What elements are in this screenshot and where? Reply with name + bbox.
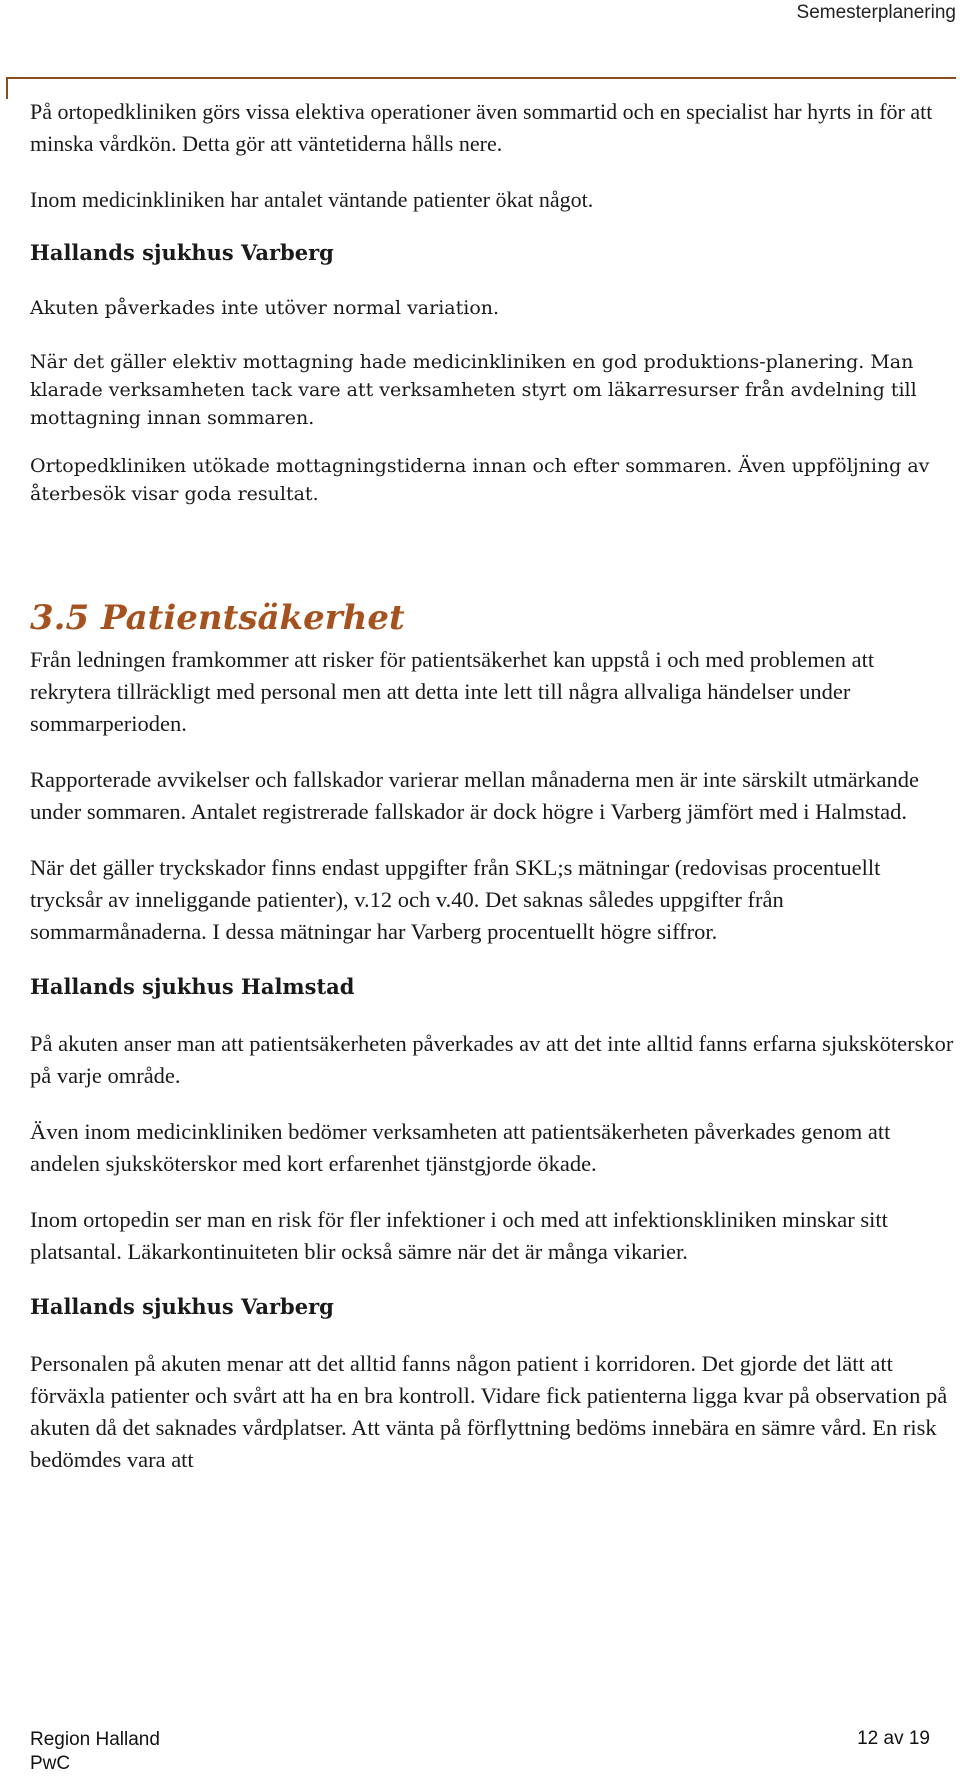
subheading: Hallands sjukhus Varberg: [30, 240, 334, 265]
paragraph: På akuten anser man att patientsäkerheten påverkades av att det inte alltid fanns erfarna sjuksköterskor på varje område.: [30, 1031, 954, 1088]
header-rule: [6, 77, 956, 79]
subheading: Hallands sjukhus Varberg: [30, 1294, 334, 1319]
paragraph: På ortopedkliniken görs vissa elektiva operationer även sommartid och en specialist har hyrts in för att minska vårdkön. Detta gör att väntetiderna hålls nere.: [30, 99, 933, 156]
paragraph: När det gäller tryckskador finns endast uppgifter från SKL;s mätningar (redovisas procentuellt trycksår av inneliggande patienter), v.12 och v.40. Det saknas således uppgifter från sommarmånaderna. I dessa mätningar har Varberg procentuellt högre siffror.: [30, 855, 881, 944]
paragraph: Från ledningen framkommer att risker för patientsäkerhet kan uppstå i och med problemen att rekrytera tillräckligt med personal men att detta inte lett till några allvaliga händelser under sommarperioden.: [30, 647, 875, 736]
paragraph: Akuten påverkades inte utöver normal variation.: [30, 297, 500, 319]
section-heading: 3.5 Patientsäkerhet: [30, 598, 405, 638]
subheading: Hallands sjukhus Halmstad: [30, 974, 355, 999]
page-body: [30, 96, 955, 1506]
footer-left: [30, 1728, 160, 1776]
paragraph: Även inom medicinkliniken bedömer verksamheten att patientsäkerheten påverkades genom att andelen sjuksköterskor med kort erfarenhet tjänstgjorde ökade.: [30, 1119, 891, 1176]
paragraph: Inom ortopedin ser man en risk för fler infektioner i och med att infektionskliniken minskar sitt platsantal. Läkarkontinuiteten blir också sämre när det är många vikarier.: [30, 1207, 888, 1264]
footer-firm: PwC: [30, 1753, 71, 1774]
footer-org: Region Halland: [30, 1729, 160, 1750]
running-header-title: Semesterplanering: [796, 2, 956, 23]
header-corner-tick: [6, 77, 8, 99]
paragraph: Ortopedkliniken utökade mottagningstiderna innan och efter sommaren. Även uppföljning av återbesök visar goda resultat.: [30, 455, 930, 505]
paragraph: Rapporterade avvikelser och fallskador varierar mellan månaderna men är inte särskilt utmärkande under sommaren. Antalet registrerade fallskador är dock högre i Varberg jämfört med i Halmstad.: [30, 767, 919, 824]
page-number: 12 av 19: [857, 1728, 930, 1749]
paragraph: Personalen på akuten menar att det alltid fanns någon patient i korridoren. Det gjorde det lätt att förväxla patienter och svårt att ha en bra kontroll. Vidare fick patienterna ligga kvar på observation på akuten då det saknades vårdplatser. Att vänta på förflyttning bedöms innebära en sämre vård. En risk bedömdes vara att: [30, 1351, 948, 1472]
paragraph: När det gäller elektiv mottagning hade medicinkliniken en god produktions-planering. Man klarade verksamheten tack vare att verksamheten styrt om läkarresurser från avdelning till mottagning innan sommaren.: [30, 351, 917, 429]
paragraph: Inom medicinkliniken har antalet väntande patienter ökat något.: [30, 187, 594, 212]
